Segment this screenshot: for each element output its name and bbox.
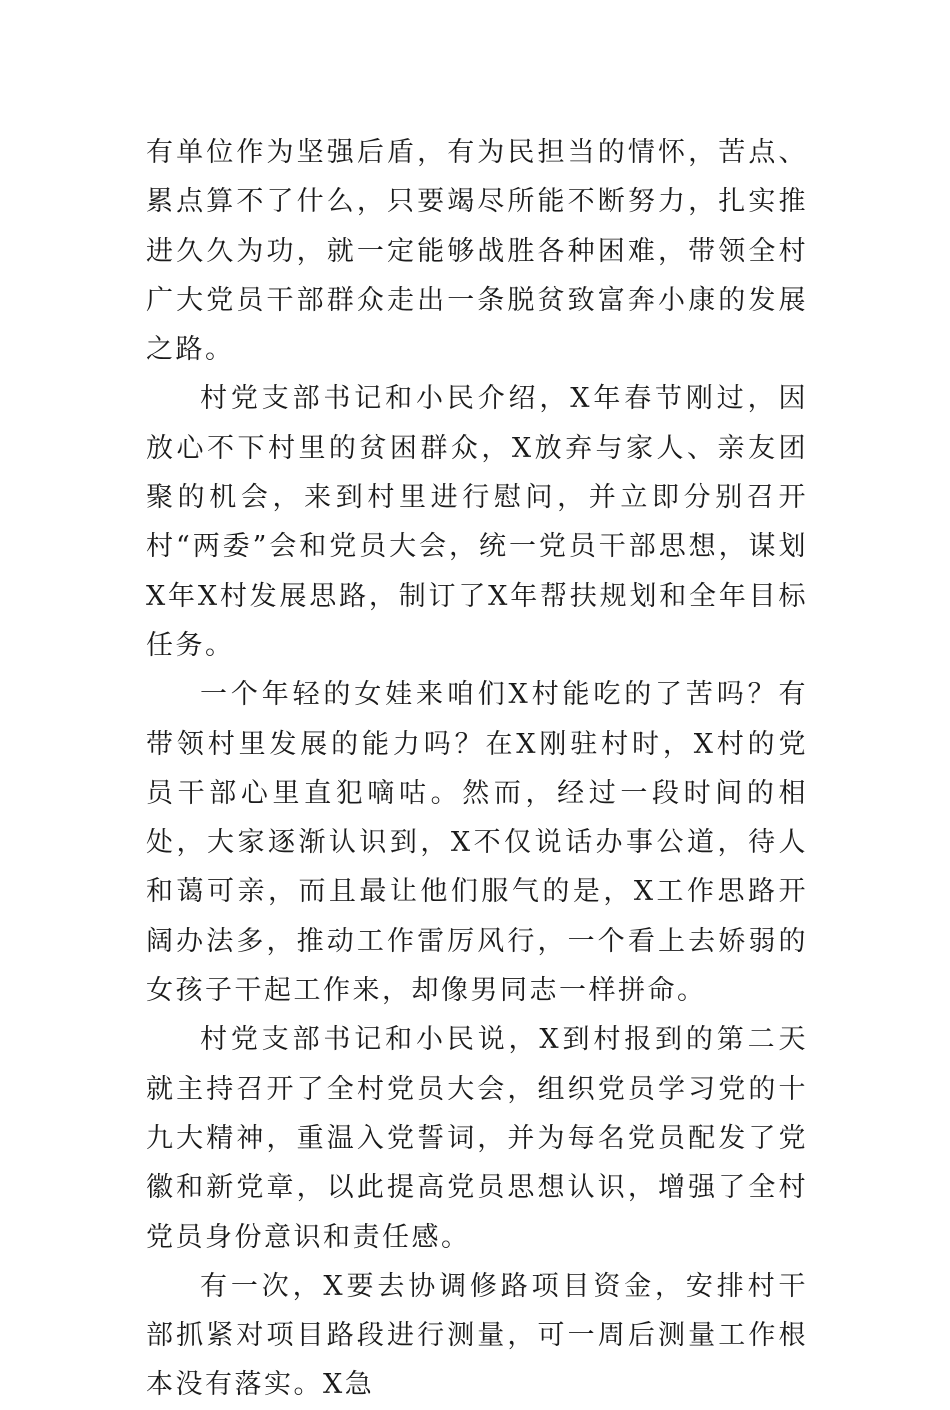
document-body bbox=[146, 128, 808, 1410]
paragraph-1: 有单位作为坚强后盾，有为民担当的情怀，苦点、累点算不了什么，只要竭尽所能不断努力，扎实推进久久为功，就一定能够战胜各种困难，带领全村广大党员干部群众走出一条脱贫致富奔小康的发展之路。 bbox=[146, 137, 808, 366]
paragraph-4: 村党支部书记和小民说，X到村报到的第二天就主持召开了全村党员大会，组织党员学习党的十九大精神，重温入党誓词，并为每名党员配发了党徽和新党章，以此提高党员思想认识，增强了全村党员身份意识和责任感。 bbox=[146, 1024, 808, 1253]
paragraph-3: 一个年轻的女娃来咱们X村能吃的了苦吗？有带领村里发展的能力吗？在X刚驻村时，X村的党员干部心里直犯嘀咕。然而，经过一段时间的相处，大家逐渐认识到，X不仅说话办事公道，待人和蔼可亲，而且最让他们服气的是，X工作思路开阔办法多，推动工作雷厉风行，一个看上去娇弱的女孩子干起工作来，却像男同志一样拼命。 bbox=[146, 679, 808, 1007]
paragraph-5: 有一次，X要去协调修路项目资金，安排村干部抓紧对项目路段进行测量，可一周后测量工作根本没有落实。X急 bbox=[146, 1270, 808, 1401]
paragraph-2: 村党支部书记和小民介绍，X年春节刚过，因放心不下村里的贫困群众，X放弃与家人、亲友团聚的机会，来到村里进行慰问，并立即分别召开村“两委”会和党员大会，统一党员干部思想，谋划X年X村发展思路，制订了X年帮扶规划和全年目标任务。 bbox=[146, 383, 808, 661]
